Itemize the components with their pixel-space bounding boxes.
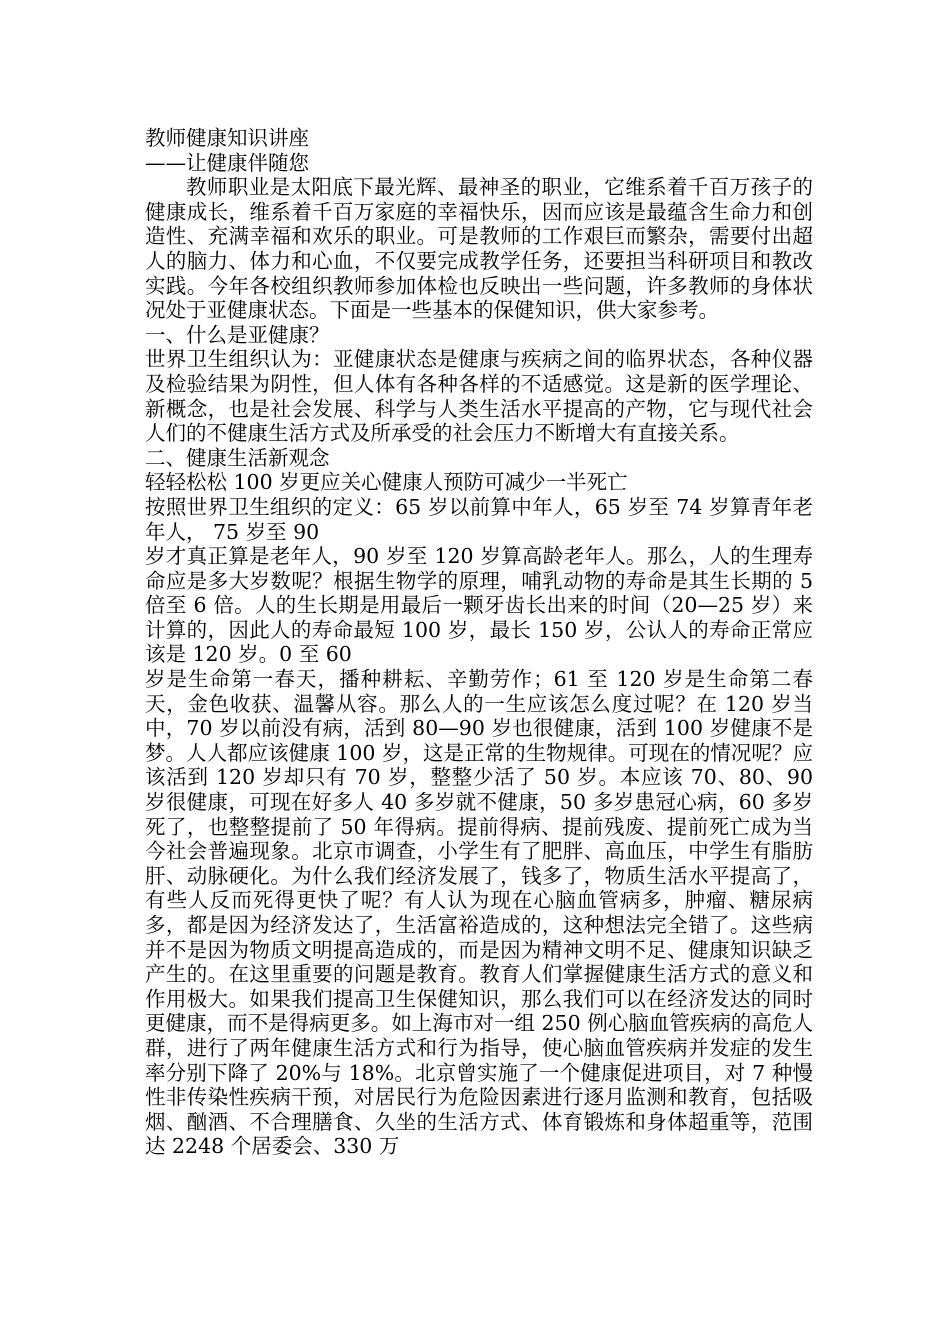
document-subtitle: ——让健康伴随您 — [145, 150, 309, 175]
document-title: 教师健康知识讲座 — [145, 126, 309, 150]
intro-paragraph: 教师职业是太阳底下最光辉、最神圣的职业，它维系着千百万孩子的健康成长，维系着千百万家庭的幸福快乐，因而应该是最蕴含生命力和创造性、充满幸福和欢乐的职业。可是教师的工作艰巨而繁杂，需要付出超人的脑力、体力和心血，不仅要完成教学任务，还要担当科研项目和教改实践。今年各校组织教师参加体检也反映出一些问题，许多教师的身体状况处于亚健康状态。下面是一些基本的保健知识，供大家参考。 — [145, 175, 813, 323]
section-2-subheading: 轻轻松松 100 岁更应关心健康人预防可减少一半死亡 — [145, 470, 628, 495]
section-1-paragraph: 世界卫生组织认为：亚健康状态是健康与疾病之间的临界状态，各种仪器及检验结果为阴性，但人体有各种各样的不适感觉。这是新的医学理论、新概念，也是社会发展、科学与人类生活水平提高的产物，它与现代社会人们的不健康生活方式及所承受的社会压力不断增大有直接关系。 — [145, 347, 813, 446]
section-2-paragraph-a: 按照世界卫生组织的定义：65 岁以前算中年人，65 岁至 74 岁算青年老年人， 75 岁至 90 — [145, 494, 813, 544]
section-2-heading: 二、健康生活新观念 — [145, 445, 330, 470]
section-1-heading: 一、什么是亚健康？ — [145, 322, 330, 347]
section-2-paragraph-b: 岁才真正算是老年人，90 岁至 120 岁算高龄老年人。那么，人的生理寿命应是多大岁数呢？根据生物学的原理，哺乳动物的寿命是其生长期的 5 倍至 6 倍。人的生长期是用最后一颗牙齿长出来的时间（20—25 岁）来计算的，因此人的寿命最短 100 岁，最长 150 岁，公认人的寿命正常应该是 120 岁。0 至 60 — [145, 544, 813, 667]
document-body — [145, 126, 813, 1159]
section-2-paragraph-c: 岁是生命第一春天，播种耕耘、辛勤劳作；61 至 120 岁是生命第二春天，金色收获、温馨从容。那么人的一生应该怎么度过呢？在 120 岁当中，70 岁以前没有病，活到 80—90 岁也很健康，活到 100 岁健康不是梦。人人都应该健康 100 岁，这是正常的生物规律。可现在的情况呢？应该活到 120 岁却只有 70 岁，整整少活了 50 岁。本应该 70、80、90 岁很健康，可现在好多人 40 多岁就不健康，50 多岁患冠心病，60 多岁死了，也整整提前了 50 年得病。提前得病、提前残废、提前死亡成为当今社会普遍现象。北京市调查，小学生有了肥胖、高血压，中学生有脂肪肝、动脉硬化。为什么我们经济发展了，钱多了，物质生活水平提高了，有些人反而死得更快了呢？有人认为现在心脑血管病多，肿瘤、糖尿病多，都是因为经济发达了，生活富裕造成的，这种想法完全错了。这些病并不是因为物质文明提高造成的，而是因为精神文明不足、健康知识缺乏产生的。在这里重要的问题是教育。教育人们掌握健康生活方式的意义和作用极大。如果我们提高卫生保健知识，那么我们可以在经济发达的同时更健康，而不是得病更多。如上海市对一组 250 例心脑血管疾病的高危人群，进行了两年健康生活方式和行为指导，使心脑血管疾病并发症的发生率分别下降了 20%与 18%。北京曾实施了一个健康促进项目，对 7 种慢性非传染性疾病干预，对居民行为危险因素进行逐月监测和教育，包括吸烟、酗酒、不合理膳食、久坐的生活方式、体育锻炼和身体超重等，范围达 2248 个居委会、330 万 — [145, 667, 813, 1159]
